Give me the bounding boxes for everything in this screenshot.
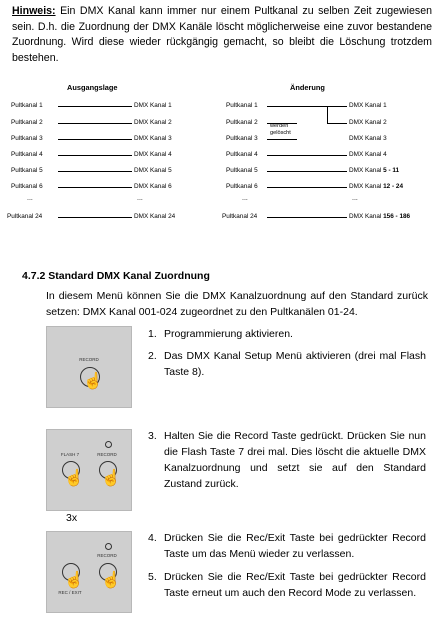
flash7-key-label: FLASH 7 <box>60 452 80 457</box>
reroute-line-vertical <box>327 106 328 123</box>
connection-line <box>58 139 132 140</box>
step-number: 4. <box>148 532 157 544</box>
hint-text: Ein DMX Kanal kann immer nur einem Pultkanal zu selben Zeit zugewiesen sein. D.h. die Zuordnung der DMX Kanäle löscht möglicherweise eine zuvor bestandene Zuordnung. Wird diese wieder rückgängig gemacht, so bleibt die Löschung trotzdem bestehen. <box>12 5 432 64</box>
right-dmx-5: DMX Kanal 5 - 11 <box>349 167 400 174</box>
repeat-count: 3x <box>66 512 78 524</box>
step-number: 2. <box>148 350 157 362</box>
pointing-hand-icon: ☝ <box>83 373 103 390</box>
console-panel-recexit-record <box>46 531 132 613</box>
right-ellipsis-a: ... <box>242 195 248 202</box>
connection-line <box>267 155 347 156</box>
diagram-right-title: Änderung <box>290 83 325 92</box>
pointing-hand-icon: ☝ <box>101 470 121 487</box>
right-pult-3: Pultkanal 3 <box>226 135 258 142</box>
console-panel-record <box>46 326 132 408</box>
left-pult-1: Pultkanal 1 <box>11 102 43 109</box>
right-ellipsis-b: ... <box>352 195 358 202</box>
right-dmx-4: DMX Kanal 4 <box>349 151 387 158</box>
hint-label: Hinweis: <box>12 5 56 17</box>
right-dmx-6: DMX Kanal 12 - 24 <box>349 183 404 190</box>
right-dmx-3: DMX Kanal 3 <box>349 135 387 142</box>
right-pult-6: Pultkanal 6 <box>226 183 258 190</box>
left-pult-6: Pultkanal 6 <box>11 183 43 190</box>
step-4 <box>148 530 428 564</box>
console-panel-flash-record <box>46 429 132 511</box>
section-title: 4.7.2 Standard DMX Kanal Zuordnung <box>22 270 210 282</box>
right-pult-1: Pultkanal 1 <box>226 102 258 109</box>
indicator-led <box>105 543 112 550</box>
deleted-note <box>270 123 291 137</box>
step-number: 1. <box>148 328 157 340</box>
step-text: Drücken Sie die Rec/Exit Taste bei gedrückter Record Taste um das Menü wieder zu verlassen. <box>164 532 426 560</box>
diagram-left-title: Ausgangslage <box>67 83 118 92</box>
right-dmx-1: DMX Kanal 1 <box>349 102 387 109</box>
step-3 <box>148 428 428 494</box>
left-pult-4: Pultkanal 4 <box>11 151 43 158</box>
left-ellipsis-b: ... <box>137 195 143 202</box>
step-text: Halten Sie die Record Taste gedrückt. Drücken Sie nun die Flash Taste 7 drei mal. Dies löscht die aktuelle DMX Kanalzuordnung und setzt sie auf den Standard Zustand zurück. <box>164 430 426 490</box>
connection-line <box>267 187 347 188</box>
left-pult-2: Pultkanal 2 <box>11 119 43 126</box>
pointing-hand-icon: ☝ <box>101 572 121 589</box>
left-dmx-1: DMX Kanal 1 <box>134 102 172 109</box>
right-pult-24: Pultkanal 24 <box>222 213 258 220</box>
left-pult-3: Pultkanal 3 <box>11 135 43 142</box>
record-key-label: RECORD <box>97 452 117 457</box>
hint-paragraph <box>12 4 432 66</box>
connection-line <box>58 217 132 218</box>
connection-line <box>58 155 132 156</box>
left-dmx-3: DMX Kanal 3 <box>134 135 172 142</box>
rec-exit-key-label: REC / EXIT <box>58 590 82 595</box>
record-key-label: RECORD <box>79 357 99 362</box>
right-pult-2: Pultkanal 2 <box>226 119 258 126</box>
left-dmx-5: DMX Kanal 5 <box>134 167 172 174</box>
step-1 <box>148 326 428 344</box>
pointing-hand-icon: ☝ <box>64 470 84 487</box>
left-pult-5: Pultkanal 5 <box>11 167 43 174</box>
right-pult-5: Pultkanal 5 <box>226 167 258 174</box>
indicator-led <box>105 441 112 448</box>
step-number: 5. <box>148 571 157 583</box>
record-key-label: RECORD <box>97 553 117 558</box>
connection-line <box>58 106 132 107</box>
left-pult-24: Pultkanal 24 <box>7 213 43 220</box>
step-5 <box>148 569 428 619</box>
deleted-note-line2: gelöscht <box>270 130 291 136</box>
step-text: Drücken Sie die Rec/Exit Taste bei gedrückter Record Taste erneut um auch den Record Mode zu verlassen. <box>164 571 426 599</box>
left-dmx-2: DMX Kanal 2 <box>134 119 172 126</box>
right-pult-4: Pultkanal 4 <box>226 151 258 158</box>
step-text: Programmierung aktivieren. <box>164 328 293 340</box>
left-ellipsis-a: ... <box>27 195 33 202</box>
left-dmx-6: DMX Kanal 6 <box>134 183 172 190</box>
right-dmx-24: DMX Kanal 156 - 186 <box>349 213 411 220</box>
left-dmx-4: DMX Kanal 4 <box>134 151 172 158</box>
connection-line <box>267 139 297 140</box>
right-dmx-2: DMX Kanal 2 <box>349 119 387 126</box>
deleted-note-line1: werden <box>270 123 289 129</box>
connection-line <box>58 187 132 188</box>
connection-line <box>58 123 132 124</box>
reroute-line-horizontal <box>327 123 347 124</box>
step-text: Das DMX Kanal Setup Menü aktivieren (drei mal Flash Taste 8). <box>164 350 426 378</box>
connection-line <box>58 171 132 172</box>
left-dmx-24: DMX Kanal 24 <box>134 213 176 220</box>
pointing-hand-icon: ☝ <box>64 572 84 589</box>
step-number: 3. <box>148 430 157 442</box>
connection-line <box>267 171 347 172</box>
step-2 <box>148 348 428 382</box>
section-intro: In diesem Menü können Sie die DMX Kanalzuordnung auf den Standard zurück setzen: DMX Kanal 001-024 zugeordnet zu den Pultkanälen 01-24. <box>46 290 428 318</box>
connection-line <box>267 217 347 218</box>
connection-line <box>267 106 347 107</box>
